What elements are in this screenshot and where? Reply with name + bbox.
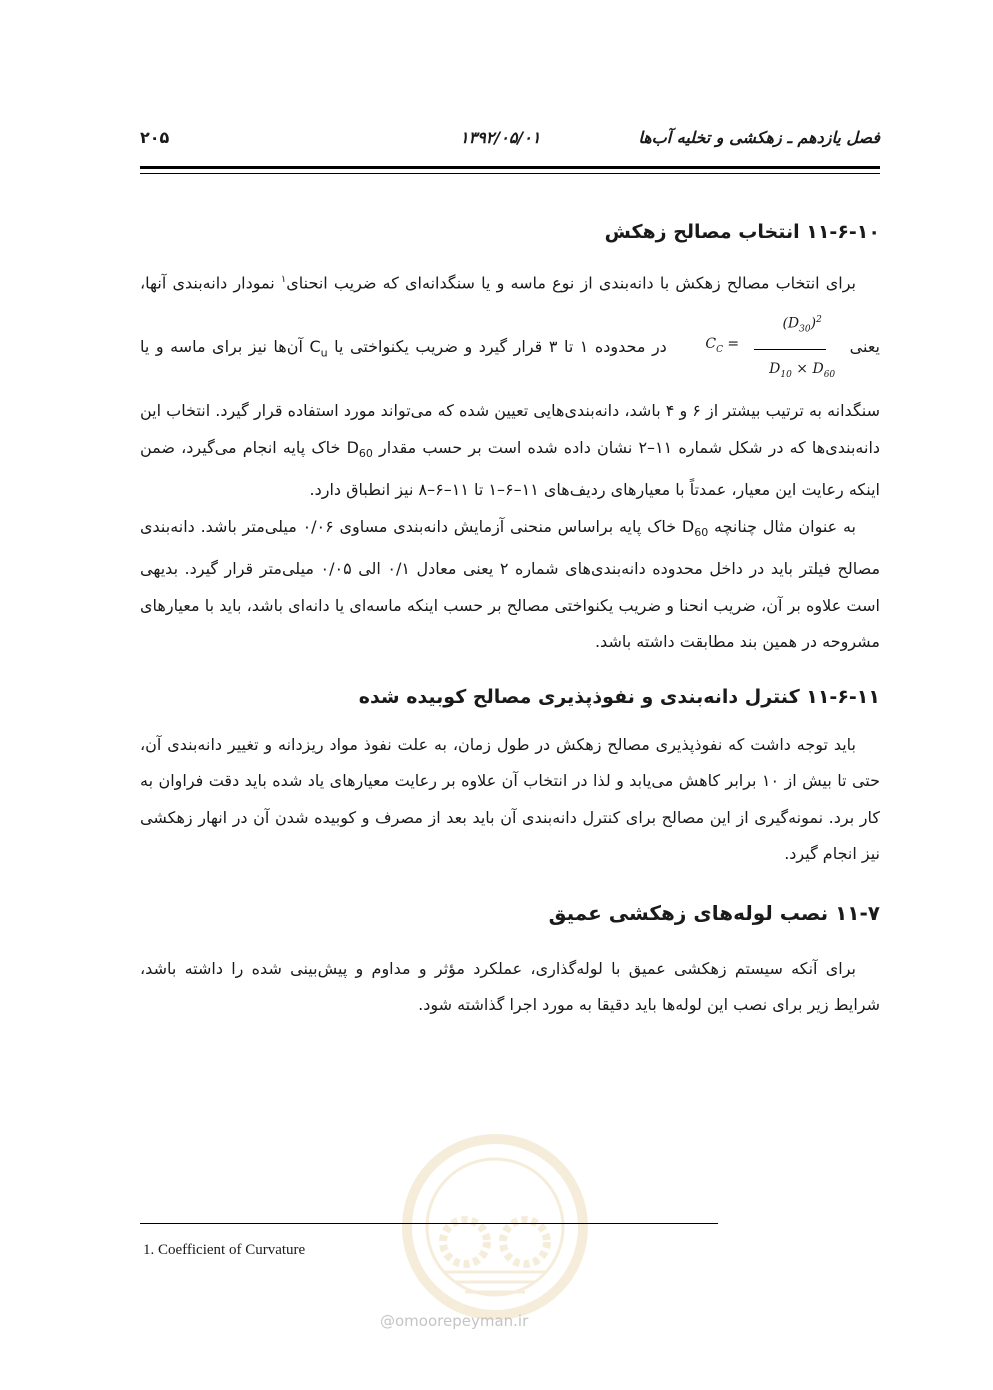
footnote: 1. Coefficient of Curvature [143,1242,306,1258]
document-date: ۱۳۹۲/۰۵/۰۱ [460,128,541,147]
footnote-ref[interactable]: ۱ [280,274,287,285]
watermark-logo [385,1132,605,1322]
chapter-title: فصل یازدهم ـ زهکشی و تخلیه آب‌ها [638,128,880,147]
paragraph: برای انتخاب مصالح زهکش با دانه‌بندی از نوع ماسه و یا سنگدانه‌ای که ضریب انحنای$^۱$ نمودار دانه‌بندی آنها، یعنی $C_C$ = $\frac{(D_{30})^2}{D_{10} \times D_{60}}$ در محدوده ۱ تا ۳ قرار گیرد و ضریب یکنواختی یا $C_u$ آن‌ها نیز برای ماسه و یا سنگدانه به ترتیب بیشتر از ۶ و ۴ باشد، دانه‌بندی‌هایی تعیین شده که می‌تواند مورد استفاده قرار گیرد. انتخاب این دانه‌بندی‌ها که در شکل شماره ۱۱–۲ نشان داده شده است بر حسب مقدار $D_{60}$ خاک پایه انجام می‌گیرد، ضمن اینکه رعایت این معیار، عمدتاً با معیارهای ردیف‌های ۱۱–۶–۱ تا ۱۱–۶–۸ نیز انطباق دارد. [140,273,881,500]
section-drain-material-selection [140,212,880,661]
watermark-text: @omoorepeyman.ir [380,1312,529,1330]
header-rule-thick [140,166,880,169]
page-body [140,212,880,1024]
paragraph: برای آنکه سیستم زهکشی عمیق با لوله‌گذاری، عملکرد مؤثر و مداوم و پیش‌بینی شده را داشته باشد، شرایط زیر برای نصب این لوله‌ها باید دقیقا به مورد اجرا گذاشته شود. [140,958,880,1015]
section-heading: ۱۱-۶-۱۰ انتخاب مصالح زهکش [604,221,880,243]
page-number: ۲۰۵ [140,128,170,147]
paragraph: باید توجه داشت که نفوذپذیری مصالح زهکش در طول زمان، به علت نفوذ مواد ریزدانه و تغییر دانه‌بندی آن، حتی تا بیش از ۱۰ برابر کاهش می‌یابد و لذا در انتخاب آن علاوه بر رعایت معیارهای یاد شده باید دقت فراوان به کار برد. نمونه‌گیری از این مصالح برای کنترل دانه‌بندی آن باید بعد از مصرف و کوبیده شدن آن در انهار زهکشی نیز انجام گیرد. [140,734,881,864]
footnote-rule [140,1223,718,1224]
section-heading: ۱۱-۷ نصب لوله‌های زهکشی عمیق [548,900,880,925]
page-header [140,124,880,156]
paragraph: به عنوان مثال چنانچه $D_{60}$ خاک پایه براساس منحنی آزمایش دانه‌بندی مساوی ۰/۰۶ میلی‌متر باشد. دانه‌بندی مصالح فیلتر باید در داخل محدوده دانه‌بندی‌های شماره ۲ یعنی معادل ۰/۱ الی ۰/۰۵ میلی‌متر قرار گیرد. بدیهی است علاوه بر آن، ضریب انحنا و ضریب یکنواختی مصالح بر حسب اینکه ماسه‌ای یا دانه‌ای باشد، باید با معیارهای مشروحه در همین بند مطابقت داشته باشد. [140,516,881,652]
header-rule-thin [140,173,880,174]
section-deep-drain-pipes [140,893,880,1024]
curvature-formula: $C_C$ = $\frac{(D_{30})^2}{D_{10} \times D_{60}}$ [681,302,835,393]
section-compaction-control [140,677,880,873]
section-heading: ۱۱-۶-۱۱ کنترل دانه‌بندی و نفوذپذیری مصالح کوبیده شده [358,685,880,708]
